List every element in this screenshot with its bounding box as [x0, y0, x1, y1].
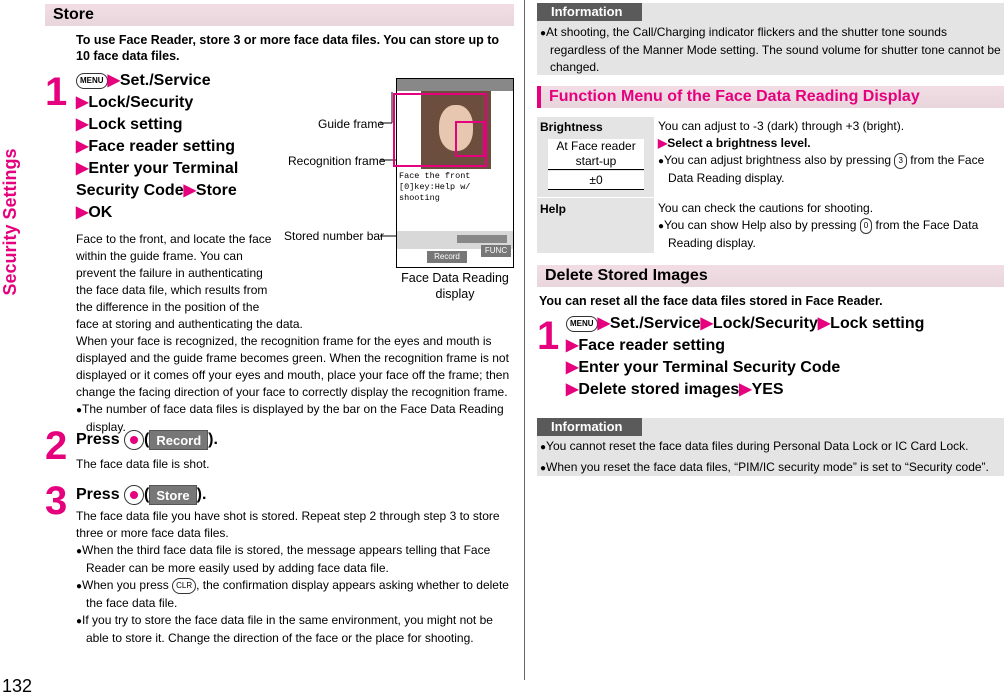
- info-1-tag: Information: [537, 3, 642, 21]
- step-1-instructions: MENU ▶Set./Service ▶Lock/Security ▶Lock setting ▶Face reader setting ▶Enter your Terminal Security Code▶Store ▶OK: [76, 72, 239, 221]
- side-tab-title: Security Settings: [0, 148, 20, 296]
- step-1-item: Lock setting: [88, 116, 183, 133]
- menu-key-icon: MENU: [76, 73, 108, 89]
- step-3-instruction: Press ( Store ).: [76, 486, 207, 503]
- figure-caption: Face Data Reading display: [401, 271, 509, 301]
- step-1-body-short: Face to the front, and locate the face within the guide frame. You can prevent the failure in authenticating the face data file, which results from the difference in the position of the: [76, 232, 272, 314]
- center-key-icon: [124, 430, 144, 450]
- record-softkey: Record: [149, 430, 208, 450]
- face-reading-screen: [396, 78, 514, 268]
- step-1-item: Set./Service: [119, 72, 211, 89]
- store-softkey: Store: [149, 485, 196, 505]
- page-number: 132: [2, 676, 33, 696]
- menu-key-icon: MENU: [566, 316, 598, 332]
- center-key-icon: [124, 485, 144, 505]
- brightness-desc: You can adjust to -3 (dark) through +3 (bright). ▶Select a brightness level. ●You can adjust brightness also by pressing 3 from the Face Data Reading display.: [658, 119, 985, 185]
- screen-status-bar: [397, 79, 513, 91]
- clr-key-icon: CLR: [172, 578, 196, 594]
- recognition-frame-label: Recognition frame: [288, 154, 386, 168]
- delete-step-number: 1: [537, 314, 558, 358]
- store-section-title: Store: [45, 4, 514, 26]
- column-divider: [524, 0, 525, 680]
- side-tab: [0, 0, 38, 697]
- step-1-item: Security Code: [76, 182, 184, 199]
- stored-number-bar-label: Stored number bar: [284, 229, 385, 243]
- help-label-cell: Help: [537, 198, 654, 253]
- step-2-body: The face data file is shot.: [76, 457, 210, 471]
- info-2-tag: Information: [537, 418, 642, 436]
- step-3-body: The face data file you have shot is stored. Repeat step 2 through step 3 to store three or more face data files. ●When the third face data file is stored, the message appears telling that Face Reader can be more easily used by adding face data file. ●When you press CLR , the confirmation display appears asking whether to delete the face data file. ●If you try to store the face data file in the same environment, you might not be able to store it. Change the direction of the face or the place for shooting.: [76, 509, 509, 645]
- step-1-body-long: face at storing and authenticating the data. When your face is recognized, the recognition frame for the eyes and mouth is displayed and the guide frame becomes green. When the recognition frame is not displayed or it comes off your eyes and mouth, place your face off the frame; then change the facing direction of your face to correctly display the recognition frame. ●The number of face data files is displayed by the bar on the Face Data Reading display.: [76, 317, 510, 434]
- store-intro: To use Face Reader, store 3 or more face data files. You can store up to 10 face data files.: [76, 33, 500, 63]
- step-3-number: 3: [45, 479, 66, 523]
- step-2-instruction: Press ( Record ).: [76, 431, 218, 448]
- key-0-icon: 0: [860, 218, 872, 234]
- step-1-item: Face reader setting: [88, 138, 236, 155]
- screen-text: Face the front [0]key:Help w/ shooting: [399, 171, 471, 203]
- screen-record-button: Record: [427, 251, 467, 263]
- step-1-item: Enter your Terminal: [88, 160, 239, 177]
- brightness-label-cell: Brightness: [537, 117, 654, 197]
- info-2-text: ●You cannot reset the face data files during Personal Data Lock or IC Card Lock. ●When you reset the face data files, “PIM/IC security mode” is set to “Security code”.: [540, 439, 989, 474]
- info-1-text: ●At shooting, the Call/Charging indicator flickers and the shutter tone sounds regardless of the Manner Mode setting. The sound volume for shutter tone cannot be changed.: [540, 25, 1001, 74]
- recognition-frame-icon: [455, 121, 485, 157]
- delete-section-title: Delete Stored Images: [537, 265, 1004, 287]
- step-1-item: OK: [88, 204, 113, 221]
- guide-frame-label: Guide frame: [318, 117, 385, 131]
- brightness-start-value: ±0: [548, 171, 644, 190]
- brightness-start-header: At Face reader start-up: [548, 139, 644, 170]
- delete-step-instructions: MENU ▶Set./Service▶Lock/Security▶Lock setting ▶Face reader setting ▶Enter your Terminal Security Code ▶Delete stored images▶YES: [566, 315, 925, 398]
- key-3-icon: 3: [894, 153, 906, 169]
- step-1-item: Lock/Security: [88, 94, 194, 111]
- step-1-number: 1: [45, 70, 66, 114]
- step-2-number: 2: [45, 424, 66, 468]
- step-1-item: Store: [195, 182, 237, 199]
- delete-intro: You can reset all the face data files stored in Face Reader.: [539, 294, 883, 308]
- screen-func-button: FUNC: [481, 245, 511, 257]
- help-desc: You can check the cautions for shooting. ●You can show Help also by pressing 0 from the Face Data Reading display.: [658, 201, 979, 250]
- function-menu-title: Function Menu of the Face Data Reading Display: [537, 86, 1004, 108]
